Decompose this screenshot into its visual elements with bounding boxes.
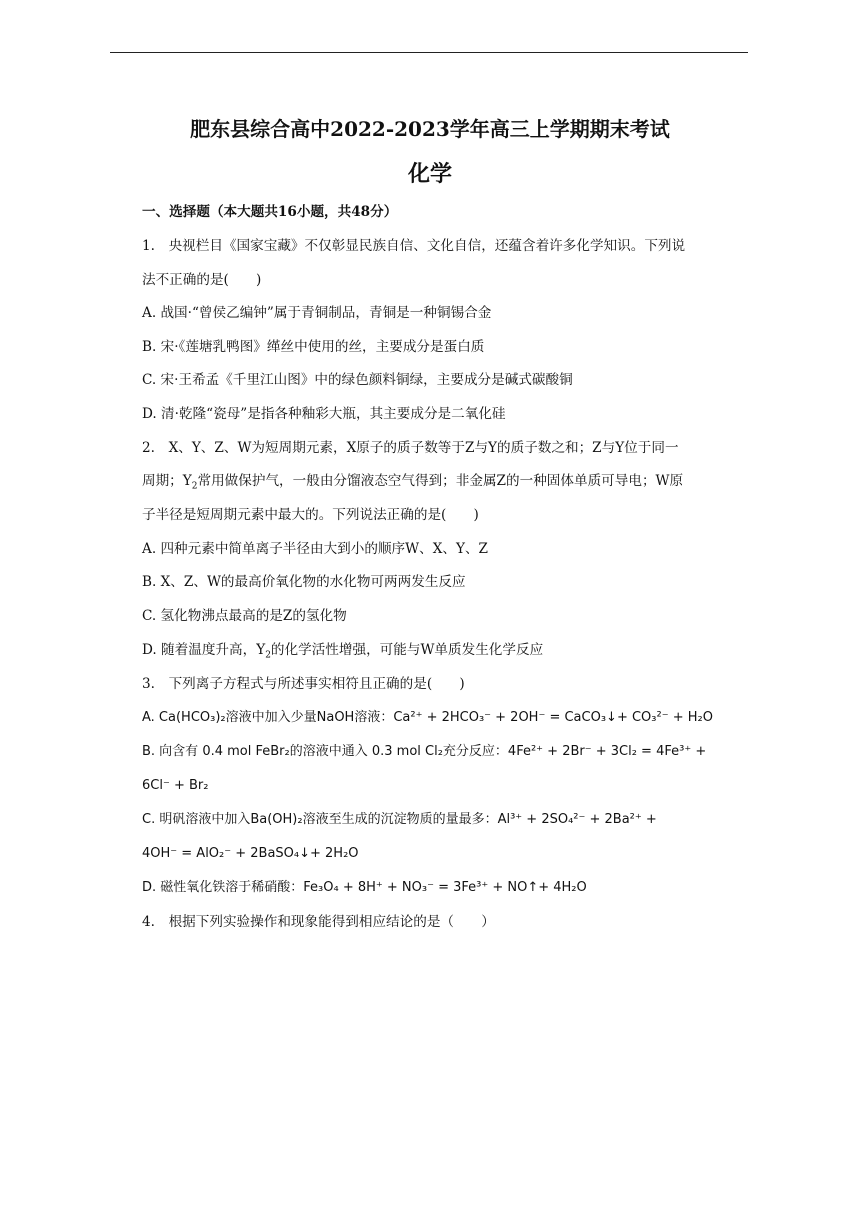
q3-stem: 3. 下列离子方程式与所述事实相符且正确的是( ) [142, 676, 465, 692]
q3-option-c-line2: 4OH⁻ = AlO₂⁻ + 2BaSO₄↓+ 2H₂O [142, 846, 359, 861]
section-heading: 一、选择题（本大题共16小题，共48分） [142, 204, 398, 220]
q3-option-a: A. Ca(HCO₃)₂溶液中加入少量NaOH溶液：Ca²⁺ + 2HCO₃⁻ + 2OH⁻ = CaCO₃↓+ CO₃²⁻ + H₂O [142, 710, 713, 725]
q1-stem-line1: 1. 央视栏目《国家宝藏》不仅彰显民族自信、文化自信，还蕴含着许多化学知识。下列说 [142, 238, 686, 254]
q2-option-a: A. 四种元素中简单离子半径由大到小的顺序W、X、Y、Z [142, 541, 488, 557]
q4-stem: 4. 根据下列实验操作和现象能得到相应结论的是（ ） [142, 914, 495, 930]
q1-option-a: A. 战国·“曾侯乙编钟”属于青铜制品，青铜是一种铜锡合金 [142, 305, 492, 321]
q2-option-b: B. X、Z、W的最高价氧化物的水化物可两两发生反应 [142, 574, 466, 590]
q3-option-b-line2: 6Cl⁻ + Br₂ [142, 778, 209, 793]
q2-option-c: C. 氢化物沸点最高的是Z的氢化物 [142, 608, 347, 624]
subject-title: 化学 [407, 161, 452, 187]
q2-option-d: D. 随着温度升高，$Y_2$的化学活性增强，可能与W单质发生化学反应 [142, 642, 544, 661]
q3-option-b-line1: B. 向含有 0.4 mol FeBr₂的溶液中通入 0.3 mol Cl₂充分反应：4Fe²⁺ + 2Br⁻ + 3Cl₂ = 4Fe³⁺ + [142, 744, 707, 759]
q1-stem-line2: 法不正确的是( ) [142, 272, 262, 288]
q3-option-d: D. 磁性氧化铁溶于稀硝酸：Fe₃O₄ + 8H⁺ + NO₃⁻ = 3Fe³⁺ + NO↑+ 4H₂O [142, 880, 587, 895]
q1-option-b: B. 宋·《莲塘乳鸭图》缂丝中使用的丝，主要成分是蛋白质 [142, 339, 485, 355]
exam-title: 肥东县综合高中2022-2023学年高三上学期期末考试 [190, 117, 670, 141]
q1-option-c: C. 宋·王希孟《千里江山图》中的绿色颜料铜绿，主要成分是碱式碳酸铜 [142, 372, 573, 388]
q1-option-d: D. 清·乾隆“瓷母”是指各种釉彩大瓶，其主要成分是二氧化硅 [142, 406, 506, 422]
q3-option-c-line1: C. 明矾溶液中加入Ba(OH)₂溶液至生成的沉淀物质的量最多：Al³⁺ + 2SO₄²⁻ + 2Ba²⁺ + [142, 812, 657, 827]
q2-stem-line2: 周期；$Y_2$常用做保护气，一般由分馏液态空气得到；非金属Z的一种固体单质可导电；W原 [142, 473, 684, 492]
header-rule [110, 52, 748, 53]
q2-stem-line1: 2. X、Y、Z、W为短周期元素，X原子的质子数等于Z与Y的质子数之和；Z与Y位于同一 [142, 440, 679, 456]
q2-stem-line3: 子半径是短周期元素中最大的。下列说法正确的是( ) [142, 507, 479, 523]
